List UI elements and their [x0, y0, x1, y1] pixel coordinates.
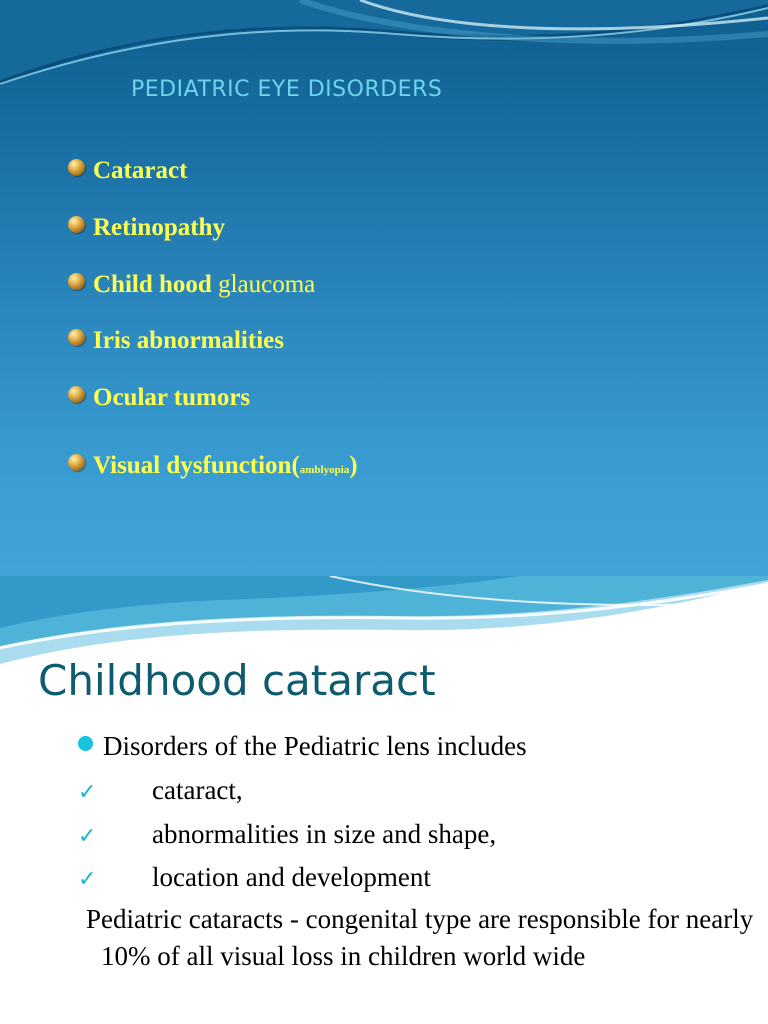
list-item: Visual dysfunction(amblyopia) — [68, 452, 358, 480]
list-item: Ocular tumors — [68, 384, 250, 412]
slide-childhood-cataract — [0, 576, 768, 1024]
list-item: Child hood glaucoma — [68, 271, 315, 299]
circle-bullet-icon — [78, 736, 93, 751]
bullet-ball-icon — [68, 273, 85, 290]
bullet-ball-icon — [68, 329, 85, 346]
checkmark-icon: ✓ — [78, 824, 97, 849]
bullet-ball-icon — [68, 454, 85, 471]
bullet-ball-icon — [68, 386, 85, 403]
checkmark-icon: ✓ — [78, 867, 97, 892]
list-item: Disorders of the Pediatric lens includes — [78, 731, 527, 762]
checkmark-icon: ✓ — [78, 780, 97, 805]
list-item: Iris abnormalities — [68, 327, 284, 355]
list-item: Retinopathy — [68, 214, 225, 242]
slide-title: Childhood cataract — [38, 656, 436, 705]
bullet-ball-icon — [68, 159, 85, 176]
list-item: Cataract — [68, 157, 187, 185]
list-item: ✓ location and development — [78, 862, 431, 892]
body-paragraph: Pediatric cataracts - congenital type are responsible for nearly 10% of all visual loss in children world wide — [86, 904, 754, 971]
slide-title: PEDIATRIC EYE DISORDERS — [131, 77, 443, 102]
wave-decoration — [0, 576, 768, 666]
list-item: ✓ cataract, — [78, 775, 243, 805]
bullet-ball-icon — [68, 216, 85, 233]
list-item: ✓ abnormalities in size and shape, — [78, 819, 497, 849]
